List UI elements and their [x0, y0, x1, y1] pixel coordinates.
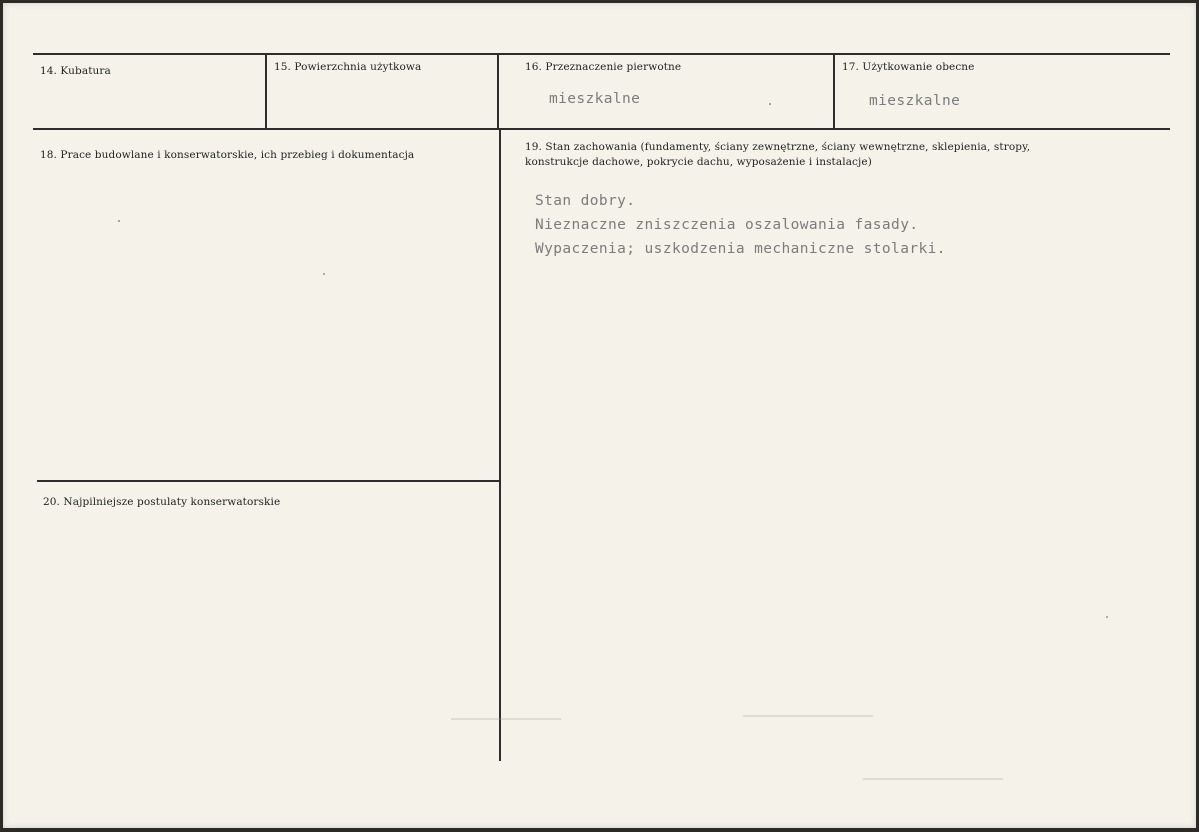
paper-speck — [323, 273, 325, 275]
paper-ghost-mark — [451, 718, 561, 720]
field-15-label: 15. Powierzchnia użytkowa — [274, 61, 422, 73]
field-19-line-3: Wypaczenia; uszkodzenia mechaniczne stolarki. — [535, 241, 946, 257]
record-card — [3, 3, 1196, 828]
paper-ghost-mark — [863, 778, 1003, 780]
field-17-label: 17. Użytkowanie obecne — [842, 61, 975, 73]
field-17-value: mieszkalne — [869, 93, 961, 109]
field-16-label: 16. Przeznaczenie pierwotne — [525, 61, 682, 73]
top-rule — [33, 53, 1170, 55]
second-rule — [33, 128, 1170, 130]
field-16-value: mieszkalne — [549, 91, 641, 107]
field-18-label: 18. Prace budowlane i konserwatorskie, ich przebieg i dokumentacja — [40, 149, 415, 161]
field-20-label: 20. Najpilniejsze postulaty konserwatorskie — [43, 496, 281, 508]
field-14-label: 14. Kubatura — [40, 65, 111, 77]
section-20-rule — [37, 480, 500, 482]
paper-ghost-mark — [743, 715, 873, 717]
divider-16-17 — [833, 54, 835, 128]
field-19-label-line2: konstrukcje dachowe, pokrycie dachu, wyposażenie i instalacje) — [525, 156, 872, 168]
field-19-value — [535, 193, 946, 265]
paper-speck — [118, 220, 120, 222]
field-19-line-2: Nieznaczne zniszczenia oszalowania fasady. — [535, 217, 919, 233]
divider-14-15 — [265, 54, 267, 128]
divider-main — [499, 129, 501, 761]
field-19-line-1: Stan dobry. — [535, 193, 636, 209]
paper-speck — [769, 103, 771, 105]
field-19-label-line1: 19. Stan zachowania (fundamenty, ściany zewnętrzne, ściany wewnętrzne, sklepienia, stropy, — [525, 141, 1031, 153]
paper-speck — [1106, 616, 1108, 618]
divider-15-16 — [497, 54, 499, 128]
